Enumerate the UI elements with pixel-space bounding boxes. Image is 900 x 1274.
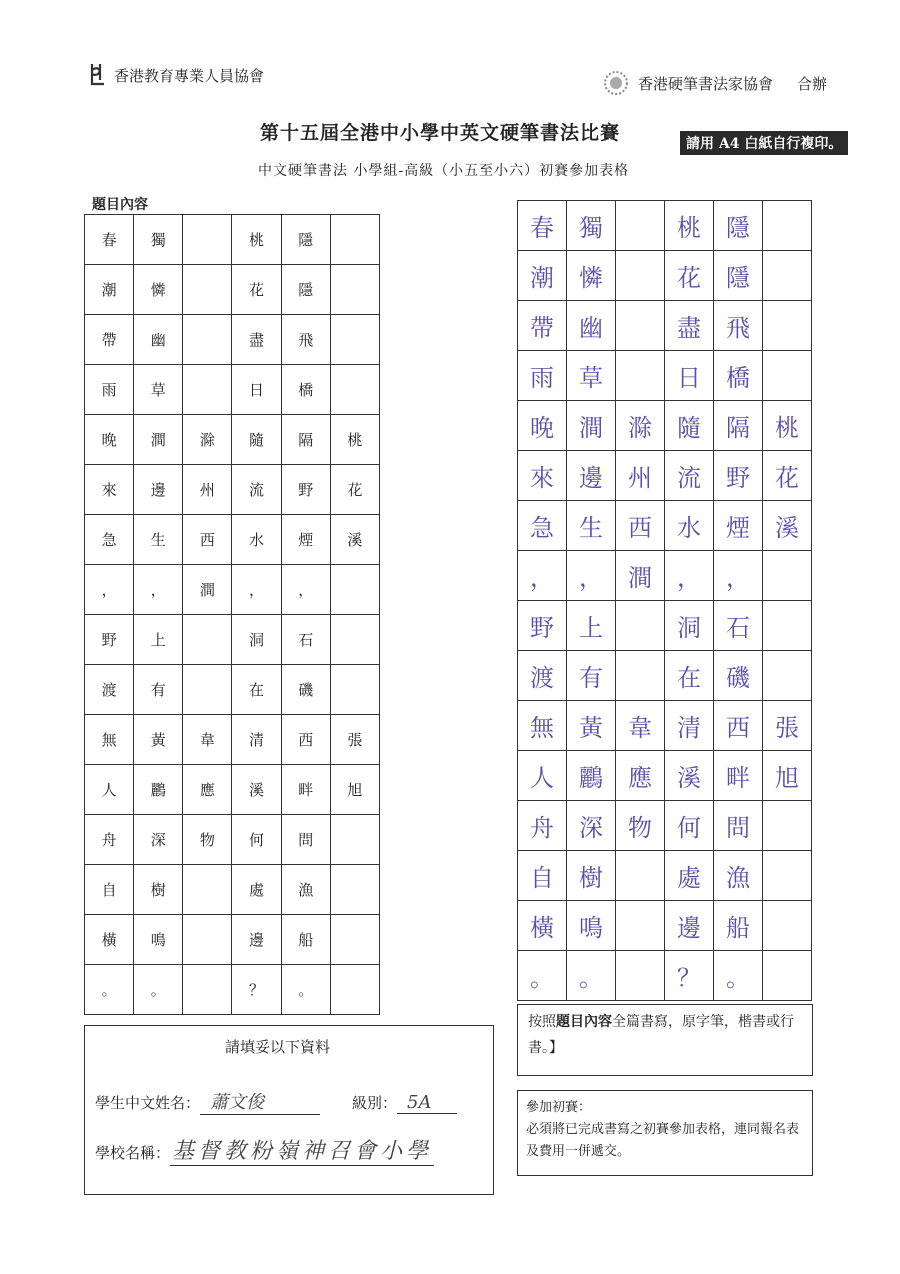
topic-cell: 溪: [232, 765, 281, 815]
school-field[interactable]: 基督教粉嶺神召會小學: [170, 1134, 434, 1166]
writing-cell[interactable]: 幽: [567, 301, 616, 351]
school-row: [95, 1134, 434, 1166]
grid-row: [518, 751, 812, 801]
writing-cell[interactable]: 日: [665, 351, 714, 401]
writing-cell[interactable]: [763, 601, 812, 651]
topic-cell: 邊: [232, 915, 281, 965]
topic-cell: 韋: [183, 715, 232, 765]
writing-cell[interactable]: 野: [518, 601, 567, 651]
grid-row: [518, 401, 812, 451]
writing-cell[interactable]: [763, 801, 812, 851]
topic-cell: 幽: [134, 315, 183, 365]
grid-row: [518, 701, 812, 751]
writing-cell[interactable]: [763, 551, 812, 601]
grid-row: [518, 251, 812, 301]
info-box-title: 請填妥以下資料: [225, 1038, 331, 1056]
writing-cell[interactable]: 憐: [567, 251, 616, 301]
topic-cell: 物: [183, 815, 232, 865]
writing-cell[interactable]: 上: [567, 601, 616, 651]
topic-cell: 春: [85, 215, 134, 265]
topic-cell: [183, 865, 232, 915]
topic-cell: [330, 915, 379, 965]
writing-cell[interactable]: 西: [714, 701, 763, 751]
writing-cell[interactable]: 邊: [567, 451, 616, 501]
org-left: [88, 62, 264, 88]
topic-cell: ，: [134, 565, 183, 615]
writing-cell[interactable]: [763, 201, 812, 251]
writing-cell[interactable]: 晚: [518, 401, 567, 451]
writing-cell[interactable]: [616, 601, 665, 651]
topic-label: 題目內容: [92, 197, 148, 213]
writing-cell[interactable]: [763, 851, 812, 901]
topic-cell: 州: [183, 465, 232, 515]
topic-cell: [330, 215, 379, 265]
topic-cell: 西: [281, 715, 330, 765]
writing-cell[interactable]: ，: [714, 551, 763, 601]
instructions-prefix: 按照: [528, 1014, 556, 1030]
writing-cell[interactable]: [616, 651, 665, 701]
topic-cell: 潮: [85, 265, 134, 315]
grid-row: [85, 715, 380, 765]
writing-cell[interactable]: 處: [665, 851, 714, 901]
writing-cell[interactable]: 花: [665, 251, 714, 301]
topic-cell: 黃: [134, 715, 183, 765]
writing-cell[interactable]: 隱: [714, 201, 763, 251]
topic-cell: [330, 615, 379, 665]
topic-cell: 煙: [281, 515, 330, 565]
writing-cell[interactable]: 隨: [665, 401, 714, 451]
topic-cell: [183, 615, 232, 665]
name-label: 學生中文姓名：: [95, 1094, 201, 1112]
writing-cell[interactable]: 澗: [616, 551, 665, 601]
name-field[interactable]: 蕭文俊: [200, 1088, 320, 1115]
writing-cell[interactable]: 獨: [567, 201, 616, 251]
writing-cell[interactable]: 石: [714, 601, 763, 651]
writing-cell[interactable]: 流: [665, 451, 714, 501]
hkpeu-logo-icon: [88, 62, 108, 88]
writing-cell[interactable]: 生: [567, 501, 616, 551]
writing-cell[interactable]: 雨: [518, 351, 567, 401]
topic-cell: ？: [232, 965, 281, 1015]
topic-cell: 何: [232, 815, 281, 865]
topic-cell: 問: [281, 815, 330, 865]
topic-cell: [330, 865, 379, 915]
topic-cell: 應: [183, 765, 232, 815]
grid-row: [85, 865, 380, 915]
grid-row: [85, 765, 380, 815]
writing-cell[interactable]: 盡: [665, 301, 714, 351]
school-label: 學校名稱：: [95, 1144, 171, 1162]
writing-cell[interactable]: [763, 651, 812, 701]
topic-cell: [183, 915, 232, 965]
grid-row: [518, 201, 812, 251]
topic-cell: 隱: [281, 215, 330, 265]
writing-cell[interactable]: 西: [616, 501, 665, 551]
writing-cell[interactable]: 渡: [518, 651, 567, 701]
writing-cell[interactable]: [616, 201, 665, 251]
round-body: 必須將已完成書寫之初賽參加表格，連同報名表及費用一併遞交。: [526, 1122, 800, 1159]
writing-cell[interactable]: 隔: [714, 401, 763, 451]
writing-cell[interactable]: 洞: [665, 601, 714, 651]
grid-row: [85, 965, 380, 1015]
writing-cell[interactable]: 水: [665, 501, 714, 551]
topic-cell: 澗: [183, 565, 232, 615]
calligraphy-association-logo-icon: [600, 70, 632, 96]
writing-cell[interactable]: ，: [518, 551, 567, 601]
writing-cell[interactable]: 草: [567, 351, 616, 401]
writing-cell[interactable]: [763, 351, 812, 401]
writing-cell[interactable]: 。: [518, 951, 567, 1001]
writing-cell[interactable]: 漁: [714, 851, 763, 901]
writing-cell[interactable]: [616, 901, 665, 951]
topic-cell: 隱: [281, 265, 330, 315]
topic-cell: 人: [85, 765, 134, 815]
writing-cell[interactable]: 舟: [518, 801, 567, 851]
topic-cell: 洞: [232, 615, 281, 665]
writing-cell[interactable]: 。: [567, 951, 616, 1001]
page-title: 第十五屆全港中小學中英文硬筆書法比賽: [260, 122, 621, 144]
topic-cell: [183, 965, 232, 1015]
grid-row: [518, 951, 812, 1001]
topic-cell: 舟: [85, 815, 134, 865]
writing-cell[interactable]: 潮: [518, 251, 567, 301]
grid-row: [518, 601, 812, 651]
topic-cell: 日: [232, 365, 281, 415]
topic-cell: 溪: [330, 515, 379, 565]
topic-cell: 西: [183, 515, 232, 565]
writing-cell[interactable]: 深: [567, 801, 616, 851]
topic-cell: 。: [85, 965, 134, 1015]
topic-cell: 鸝: [134, 765, 183, 815]
grid-row: [85, 915, 380, 965]
writing-grid: [517, 200, 812, 1001]
topic-cell: 。: [134, 965, 183, 1015]
instructions-bold: 題目內容: [556, 1014, 612, 1030]
org-right: [600, 70, 827, 96]
writing-cell[interactable]: 來: [518, 451, 567, 501]
writing-cell[interactable]: 野: [714, 451, 763, 501]
topic-cell: 樹: [134, 865, 183, 915]
topic-cell: 在: [232, 665, 281, 715]
topic-cell: ，: [281, 565, 330, 615]
topic-cell: 生: [134, 515, 183, 565]
writing-cell[interactable]: 煙: [714, 501, 763, 551]
writing-cell[interactable]: 澗: [567, 401, 616, 451]
topic-cell: 渡: [85, 665, 134, 715]
topic-cell: 隔: [281, 415, 330, 465]
topic-cell: 澗: [134, 415, 183, 465]
writing-cell[interactable]: 人: [518, 751, 567, 801]
topic-cell: 鳴: [134, 915, 183, 965]
instructions-box: [517, 1004, 813, 1076]
topic-cell: 雨: [85, 365, 134, 415]
org-right-name: 香港硬筆書法家協會: [638, 74, 774, 93]
preliminary-round-box: [517, 1090, 813, 1176]
grid-row: [85, 665, 380, 715]
writing-cell[interactable]: 何: [665, 801, 714, 851]
org-left-name: 香港教育專業人員協會: [114, 66, 265, 85]
writing-cell[interactable]: 帶: [518, 301, 567, 351]
topic-cell: 草: [134, 365, 183, 415]
writing-cell[interactable]: 黃: [567, 701, 616, 751]
writing-cell[interactable]: 問: [714, 801, 763, 851]
topic-cell: 來: [85, 465, 134, 515]
topic-cell: 旭: [330, 765, 379, 815]
topic-cell: 桃: [330, 415, 379, 465]
grid-row: [518, 301, 812, 351]
grid-row: [518, 351, 812, 401]
writing-cell[interactable]: 旭: [763, 751, 812, 801]
grid-row: [518, 901, 812, 951]
writing-cell[interactable]: 清: [665, 701, 714, 751]
topic-cell: 船: [281, 915, 330, 965]
writing-cell[interactable]: 畔: [714, 751, 763, 801]
writing-cell[interactable]: 橫: [518, 901, 567, 951]
topic-cell: [330, 565, 379, 615]
writing-cell[interactable]: ，: [567, 551, 616, 601]
grid-row: [85, 815, 380, 865]
topic-cell: 急: [85, 515, 134, 565]
topic-cell: 隨: [232, 415, 281, 465]
writing-cell[interactable]: [616, 851, 665, 901]
writing-cell[interactable]: 有: [567, 651, 616, 701]
topic-cell: 有: [134, 665, 183, 715]
grid-row: [518, 451, 812, 501]
writing-cell[interactable]: 在: [665, 651, 714, 701]
topic-cell: 憐: [134, 265, 183, 315]
writing-cell[interactable]: 溪: [665, 751, 714, 801]
topic-cell: [330, 665, 379, 715]
topic-cell: 桃: [232, 215, 281, 265]
topic-cell: 邊: [134, 465, 183, 515]
writing-cell[interactable]: [763, 301, 812, 351]
writing-cell[interactable]: [616, 251, 665, 301]
writing-cell[interactable]: 張: [763, 701, 812, 751]
instructions-suffix: 全篇書寫，原字筆，楷書或行書。】: [528, 1014, 794, 1056]
writing-cell[interactable]: 橋: [714, 351, 763, 401]
writing-cell[interactable]: 自: [518, 851, 567, 901]
topic-cell: [330, 965, 379, 1015]
student-info-box: [84, 1025, 494, 1195]
grid-row: [85, 515, 380, 565]
writing-cell[interactable]: 鳴: [567, 901, 616, 951]
topic-cell: 無: [85, 715, 134, 765]
topic-cell: 滁: [183, 415, 232, 465]
writing-cell[interactable]: 桃: [665, 201, 714, 251]
writing-cell[interactable]: [616, 301, 665, 351]
topic-cell: 獨: [134, 215, 183, 265]
topic-cell: 橫: [85, 915, 134, 965]
topic-cell: 水: [232, 515, 281, 565]
grid-row: [85, 615, 380, 665]
grid-row: [85, 365, 380, 415]
writing-cell[interactable]: 飛: [714, 301, 763, 351]
topic-cell: [183, 315, 232, 365]
grid-row: [518, 851, 812, 901]
writing-cell[interactable]: 韋: [616, 701, 665, 751]
topic-cell: 漁: [281, 865, 330, 915]
writing-cell[interactable]: 春: [518, 201, 567, 251]
topic-cell: 。: [281, 965, 330, 1015]
topic-cell: 野: [85, 615, 134, 665]
topic-cell: ，: [85, 565, 134, 615]
topic-cell: [183, 365, 232, 415]
grid-row: [85, 215, 380, 265]
grid-row: [85, 315, 380, 365]
topic-cell: [183, 265, 232, 315]
topic-cell: 帶: [85, 315, 134, 365]
topic-cell: 流: [232, 465, 281, 515]
writing-cell[interactable]: 滁: [616, 401, 665, 451]
writing-cell[interactable]: 隱: [714, 251, 763, 301]
grid-row: [85, 265, 380, 315]
topic-cell: 野: [281, 465, 330, 515]
grid-row: [518, 801, 812, 851]
grid-row: [518, 551, 812, 601]
topic-cell: [330, 265, 379, 315]
writing-cell[interactable]: 溪: [763, 501, 812, 551]
writing-cell[interactable]: 邊: [665, 901, 714, 951]
writing-cell[interactable]: 無: [518, 701, 567, 751]
writing-cell[interactable]: [616, 951, 665, 1001]
writing-cell[interactable]: ？: [665, 951, 714, 1001]
topic-grid: [84, 214, 380, 1015]
topic-cell: 晚: [85, 415, 134, 465]
writing-cell[interactable]: [616, 351, 665, 401]
topic-cell: 飛: [281, 315, 330, 365]
topic-cell: 磯: [281, 665, 330, 715]
topic-cell: 自: [85, 865, 134, 915]
writing-cell[interactable]: [763, 251, 812, 301]
writing-cell[interactable]: 州: [616, 451, 665, 501]
topic-cell: [330, 315, 379, 365]
class-label: 級別：: [352, 1094, 398, 1112]
writing-cell[interactable]: 應: [616, 751, 665, 801]
topic-cell: 深: [134, 815, 183, 865]
topic-cell: [183, 215, 232, 265]
topic-cell: 張: [330, 715, 379, 765]
topic-cell: 上: [134, 615, 183, 665]
topic-cell: 橋: [281, 365, 330, 415]
grid-row: [85, 465, 380, 515]
grid-row: [518, 501, 812, 551]
joint-organizer-label: 合辦: [797, 74, 828, 93]
topic-cell: 花: [232, 265, 281, 315]
name-row: [95, 1088, 457, 1115]
grid-row: [85, 565, 380, 615]
topic-cell: 盡: [232, 315, 281, 365]
writing-cell[interactable]: [763, 951, 812, 1001]
topic-cell: 花: [330, 465, 379, 515]
writing-cell[interactable]: 船: [714, 901, 763, 951]
photocopy-note-badge: 請用 A4 白紙自行複印。: [680, 131, 848, 155]
writing-cell[interactable]: 花: [763, 451, 812, 501]
topic-cell: 處: [232, 865, 281, 915]
page-subtitle: 中文硬筆書法 小學組-高級（小五至小六）初賽參加表格: [258, 163, 630, 179]
writing-cell[interactable]: 。: [714, 951, 763, 1001]
writing-cell[interactable]: ，: [665, 551, 714, 601]
round-heading: 參加初賽：: [526, 1100, 592, 1115]
class-field[interactable]: 5A: [397, 1092, 457, 1114]
topic-cell: [183, 665, 232, 715]
writing-cell[interactable]: 急: [518, 501, 567, 551]
writing-cell[interactable]: 物: [616, 801, 665, 851]
grid-row: [85, 415, 380, 465]
topic-cell: 清: [232, 715, 281, 765]
writing-cell[interactable]: [763, 901, 812, 951]
writing-cell[interactable]: 桃: [763, 401, 812, 451]
writing-cell[interactable]: 磯: [714, 651, 763, 701]
topic-cell: ，: [232, 565, 281, 615]
writing-cell[interactable]: 鸝: [567, 751, 616, 801]
topic-cell: [330, 365, 379, 415]
topic-cell: 畔: [281, 765, 330, 815]
grid-row: [518, 651, 812, 701]
writing-cell[interactable]: 樹: [567, 851, 616, 901]
topic-cell: 石: [281, 615, 330, 665]
topic-cell: [330, 815, 379, 865]
